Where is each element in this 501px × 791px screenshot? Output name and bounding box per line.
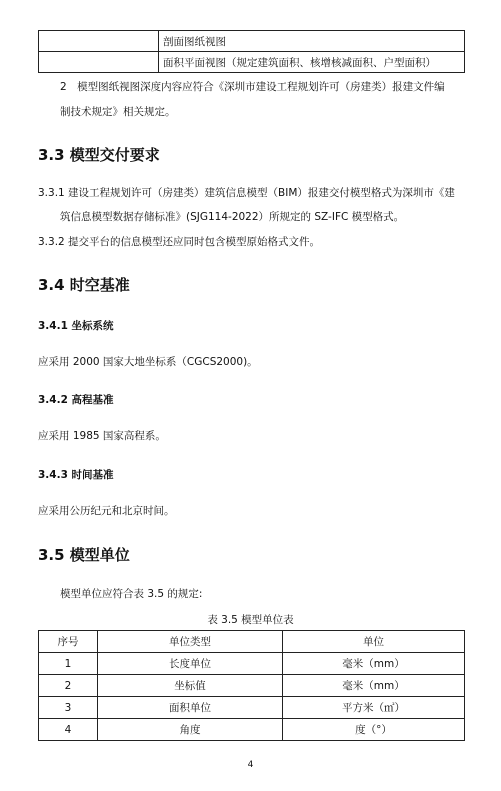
- table-cell: 角度: [98, 719, 283, 741]
- section-3-3-heading: 3.3 模型交付要求: [38, 146, 160, 164]
- table-header-cell: 序号: [39, 631, 98, 653]
- table-row: [39, 675, 465, 697]
- subsection-3-4-3-heading: 3.4.3 时间基准: [38, 469, 114, 481]
- paragraph-3-3-1-line1: 3.3.1 建设工程规划许可（房建类）建筑信息模型（BIM）报建交付模型格式为深圳市《建: [38, 187, 455, 199]
- table-header-row: [39, 631, 465, 653]
- paragraph-3-5: 模型单位应符合表 3.5 的规定:: [60, 588, 203, 600]
- paragraph-3-3-2: 3.3.2 提交平台的信息模型还应同时包含模型原始格式文件。: [38, 236, 321, 248]
- table-row: [39, 697, 465, 719]
- continuation-table: [38, 30, 465, 73]
- table-cell: 毫米（mm）: [283, 653, 465, 675]
- table-cell: 面积单位: [98, 697, 283, 719]
- table-cell: 3: [39, 697, 98, 719]
- paragraph-2-line2: 制技术规定》相关规定。: [60, 106, 176, 118]
- table-cell: 2: [39, 675, 98, 697]
- table-cell: [39, 31, 159, 52]
- table-cell: [39, 52, 159, 73]
- subsection-3-4-1-text: 应采用 2000 国家大地坐标系（CGCS2000)。: [38, 356, 258, 368]
- model-unit-table: [38, 630, 465, 741]
- table-header-cell: 单位: [283, 631, 465, 653]
- table-row: [39, 653, 465, 675]
- table-caption: 表 3.5 模型单位表: [207, 614, 294, 626]
- table-cell: 面积平面视图（规定建筑面积、核增核减面积、户型面积）: [159, 52, 465, 73]
- table-header-cell: 单位类型: [98, 631, 283, 653]
- table-cell: 4: [39, 719, 98, 741]
- section-3-4-heading: 3.4 时空基准: [38, 276, 130, 294]
- table-row: [39, 31, 465, 52]
- paragraph-2-line1: 2 模型图纸视图深度内容应符合《深圳市建设工程规划许可（房建类）报建文件编: [60, 81, 445, 93]
- table-cell: 坐标值: [98, 675, 283, 697]
- table-cell: 毫米（mm）: [283, 675, 465, 697]
- table-cell: 平方米（㎡）: [283, 697, 465, 719]
- table-cell: 长度单位: [98, 653, 283, 675]
- subsection-3-4-2-heading: 3.4.2 高程基准: [38, 394, 114, 406]
- subsection-3-4-3-text: 应采用公历纪元和北京时间。: [38, 505, 175, 517]
- subsection-3-4-1-heading: 3.4.1 坐标系统: [38, 320, 114, 332]
- table-row: [39, 52, 465, 73]
- paragraph-3-3-1-line2: 筑信息模型数据存储标准》(SJG114-2022）所规定的 SZ-IFC 模型格式。: [60, 211, 405, 223]
- section-3-5-heading: 3.5 模型单位: [38, 546, 130, 564]
- table-row: [39, 719, 465, 741]
- page-number: 4: [247, 760, 254, 770]
- table-cell: 1: [39, 653, 98, 675]
- subsection-3-4-2-text: 应采用 1985 国家高程系。: [38, 430, 166, 442]
- table-cell: 度（°）: [283, 719, 465, 741]
- table-cell: 剖面图纸视图: [159, 31, 465, 52]
